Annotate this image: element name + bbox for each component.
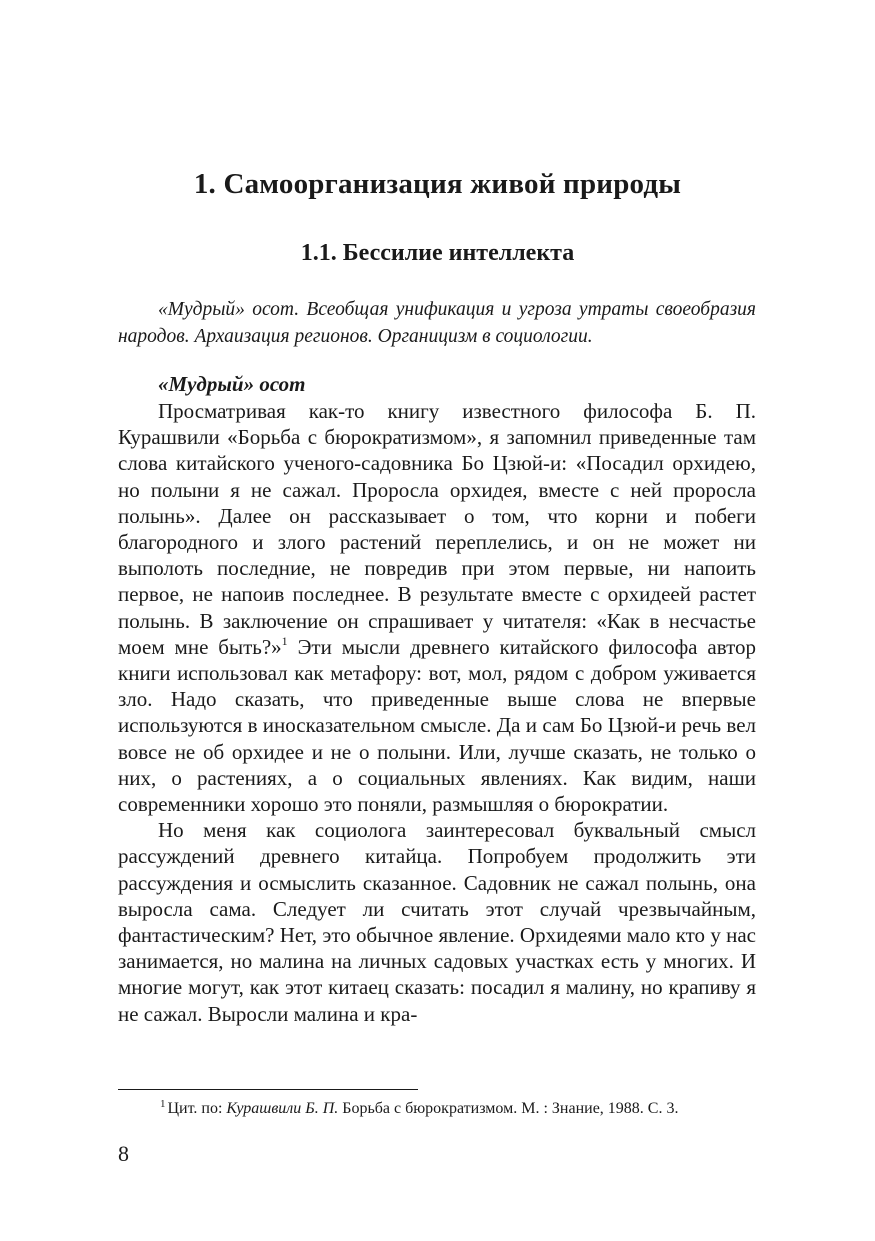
- footnote-reference[interactable]: 1: [281, 633, 288, 648]
- paragraph-1: [118, 398, 756, 817]
- footnote-author: Курашвили Б. П.: [226, 1100, 339, 1117]
- body-text: [118, 398, 756, 1027]
- footnote-prefix: Цит. по:: [167, 1100, 227, 1117]
- footnote-source: Борьба с бюрократизмом. М. : Знание, 1988. С. 3.: [338, 1100, 679, 1117]
- paragraph-1-text-continued: Эти мысли древнего китайского философа автор книги использовал как метафору: вот, мол, рядом с добром уживается зло. Надо сказать, что приведенные выше слова не впервые используются в иносказательном смысле. Да и сам Бо Цзюй-и речь вел вовсе не об орхидее и не о полыни. Или, лучше сказать, не только о них, о растениях, а о социальных явлениях. Как видим, наши современники хорошо это поняли, размышляя о бюрократии.: [118, 634, 757, 817]
- footnote: [160, 1099, 678, 1119]
- section-title: 1.1. Бессилие интеллекта: [300, 240, 575, 266]
- section-abstract: «Мудрый» осот. Всеобщая унификация и угроза утраты своеобразия народов. Архаизация регионов. Органицизм в социологии.: [118, 299, 756, 347]
- subsection-heading: «Мудрый» осот: [158, 372, 306, 396]
- paragraph-1-text: Просматривая как-то книгу известного философа Б. П. Курашвили «Борьба с бюрократизмом», я запомнил приведенные там слова китайского ученого-садовника Бо Цзюй-и: «Посадил орхидею, но полыни я не сажал. Проросла орхидея, вместе с ней проросла полынь». Далее он рассказывает о том, что корни и побеги благородного и злого растений переплелись, и он не может ни выполоть последние, не повредив при этом первые, ни напоить первое, не напоив последнее. В результате вместе с орхидеей растет полынь. В заключение он спрашивает у читателя: «Как в несчастье моем мне быть?»: [118, 399, 756, 659]
- chapter-title: 1. Самоорганизация живой природы: [193, 168, 682, 200]
- footnote-divider: [118, 1089, 418, 1090]
- page-number: 8: [118, 1141, 129, 1166]
- paragraph-2: Но меня как социолога заинтересовал буквальный смысл рассуждений древнего китайца. Попробуем продолжить эти рассуждения и осмыслить сказанное. Садовник не сажал полынь, она выросла сама. Следует ли считать этот случай чрезвычайным, фантастическим? Нет, это обычное явление. Орхидеями мало кто у нас занимается, но малина на личных садовых участках есть у многих. И многие могут, как этот китаец сказать: посадил я малину, но крапиву я не сажал. Выросли малина и кра-: [118, 818, 756, 1026]
- footnote-number: 1: [160, 1098, 166, 1110]
